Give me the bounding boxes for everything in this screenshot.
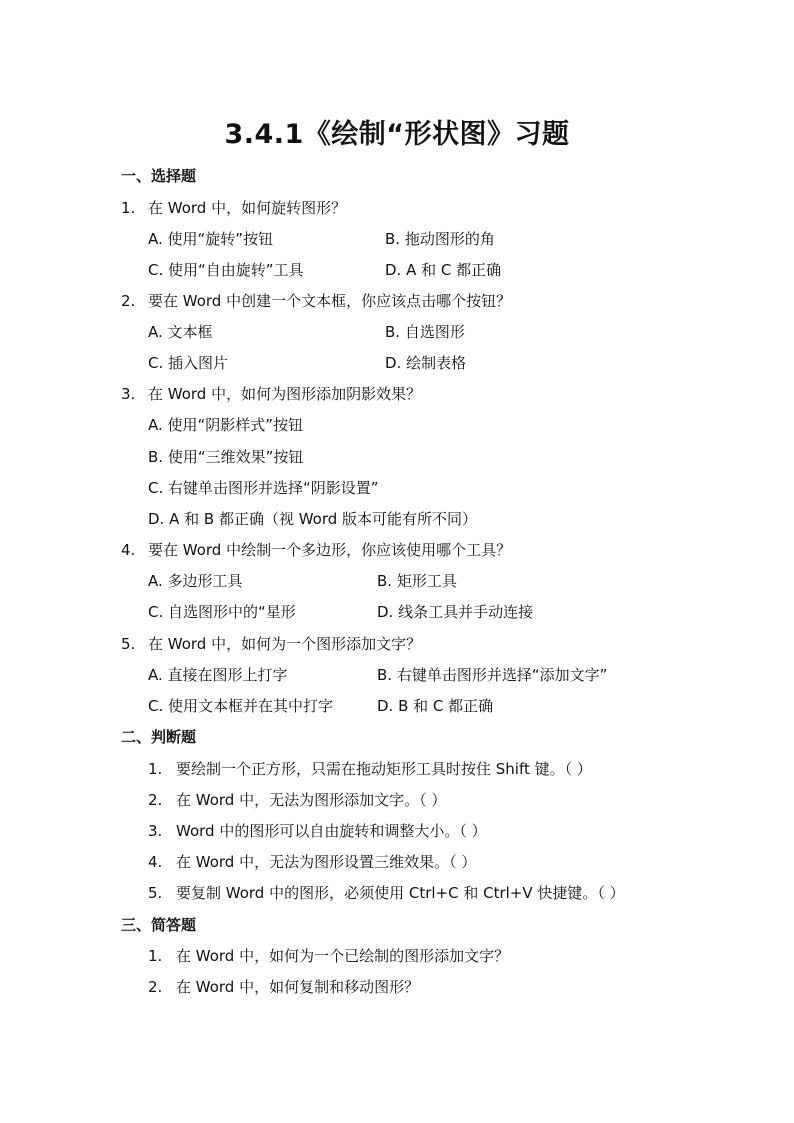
question-number: 3. xyxy=(121,385,136,403)
item-number: 5. xyxy=(148,884,163,902)
item-number: 3. xyxy=(148,822,163,840)
question-number: 4. xyxy=(121,541,136,559)
section-heading-choice: 一、选择题 xyxy=(121,167,197,185)
choice-option: A. 文本框 xyxy=(148,323,213,341)
choice-question-5 xyxy=(121,633,421,654)
item-number: 2. xyxy=(148,978,163,996)
choice-option: D. A 和 B 都正确（视 Word 版本可能有所不同） xyxy=(148,510,478,528)
item-number: 2. xyxy=(148,791,163,809)
choice-option: A. 直接在图形上打字 xyxy=(148,666,288,684)
question-text: 要在 Word 中创建一个文本框，你应该点击哪个按钮？ xyxy=(148,292,512,310)
item-text: 在 Word 中，如何复制和移动图形？ xyxy=(176,978,420,996)
item-text: 在 Word 中，无法为图形添加文字。（ ） xyxy=(176,791,447,809)
choice-option: C. 右键单击图形并选择“阴影设置” xyxy=(148,479,379,497)
section-heading-short: 三、简答题 xyxy=(121,916,197,934)
choice-option: D. A 和 C 都正确 xyxy=(385,261,502,279)
choice-option: A. 多边形工具 xyxy=(148,572,243,590)
judge-item-4 xyxy=(148,851,476,872)
choice-question-2 xyxy=(121,290,511,311)
choice-option: B. 自选图形 xyxy=(385,323,465,341)
question-number: 2. xyxy=(121,292,136,310)
choice-question-4 xyxy=(121,539,511,560)
item-text: 在 Word 中，无法为图形设置三维效果。（ ） xyxy=(176,853,477,871)
judge-item-1 xyxy=(148,758,592,779)
question-text: 在 Word 中，如何为一个图形添加文字？ xyxy=(148,635,422,653)
page-title: 3.4.1《绘制“形状图》习题 xyxy=(224,119,570,150)
section-heading-judge: 二、判断题 xyxy=(121,728,197,746)
choice-option: C. 插入图片 xyxy=(148,354,229,372)
question-text: 在 Word 中，如何为图形添加阴影效果？ xyxy=(148,385,422,403)
choice-option: D. 绘制表格 xyxy=(385,354,467,372)
choice-option: B. 右键单击图形并选择“添加文字” xyxy=(377,666,608,684)
choice-option: C. 使用“自由旋转”工具 xyxy=(148,261,304,279)
choice-option: A. 使用“旋转”按钮 xyxy=(148,230,274,248)
question-number: 5. xyxy=(121,635,136,653)
choice-option: B. 使用“三维效果”按钮 xyxy=(148,448,304,466)
question-number: 1. xyxy=(121,199,136,217)
choice-option: B. 拖动图形的角 xyxy=(385,230,495,248)
item-text: Word 中的图形可以自由旋转和调整大小。（ ） xyxy=(176,822,487,840)
judge-item-5 xyxy=(148,882,625,903)
choice-option: B. 矩形工具 xyxy=(377,572,457,590)
choice-option: D. 线条工具并手动连接 xyxy=(377,603,534,621)
question-text: 在 Word 中，如何旋转图形？ xyxy=(148,199,347,217)
short-item-1 xyxy=(148,945,509,966)
choice-option: A. 使用“阴影样式”按钮 xyxy=(148,416,304,434)
item-number: 1. xyxy=(148,760,163,778)
item-number: 1. xyxy=(148,947,163,965)
choice-question-1 xyxy=(121,197,346,218)
short-item-2 xyxy=(148,976,419,997)
choice-question-3 xyxy=(121,383,421,404)
item-text: 要复制 Word 中的图形，必须使用 Ctrl+C 和 Ctrl+V 快捷键。（ ） xyxy=(176,884,625,902)
choice-option: D. B 和 C 都正确 xyxy=(377,697,494,715)
judge-item-2 xyxy=(148,789,446,810)
item-text: 要绘制一个正方形，只需在拖动矩形工具时按住 Shift 键。（ ） xyxy=(176,760,592,778)
question-text: 要在 Word 中绘制一个多边形，你应该使用哪个工具？ xyxy=(148,541,512,559)
item-text: 在 Word 中，如何为一个已绘制的图形添加文字？ xyxy=(176,947,510,965)
choice-option: C. 自选图形中的“星形 xyxy=(148,603,296,621)
choice-option: C. 使用文本框并在其中打字 xyxy=(148,697,334,715)
judge-item-3 xyxy=(148,820,487,841)
item-number: 4. xyxy=(148,853,163,871)
